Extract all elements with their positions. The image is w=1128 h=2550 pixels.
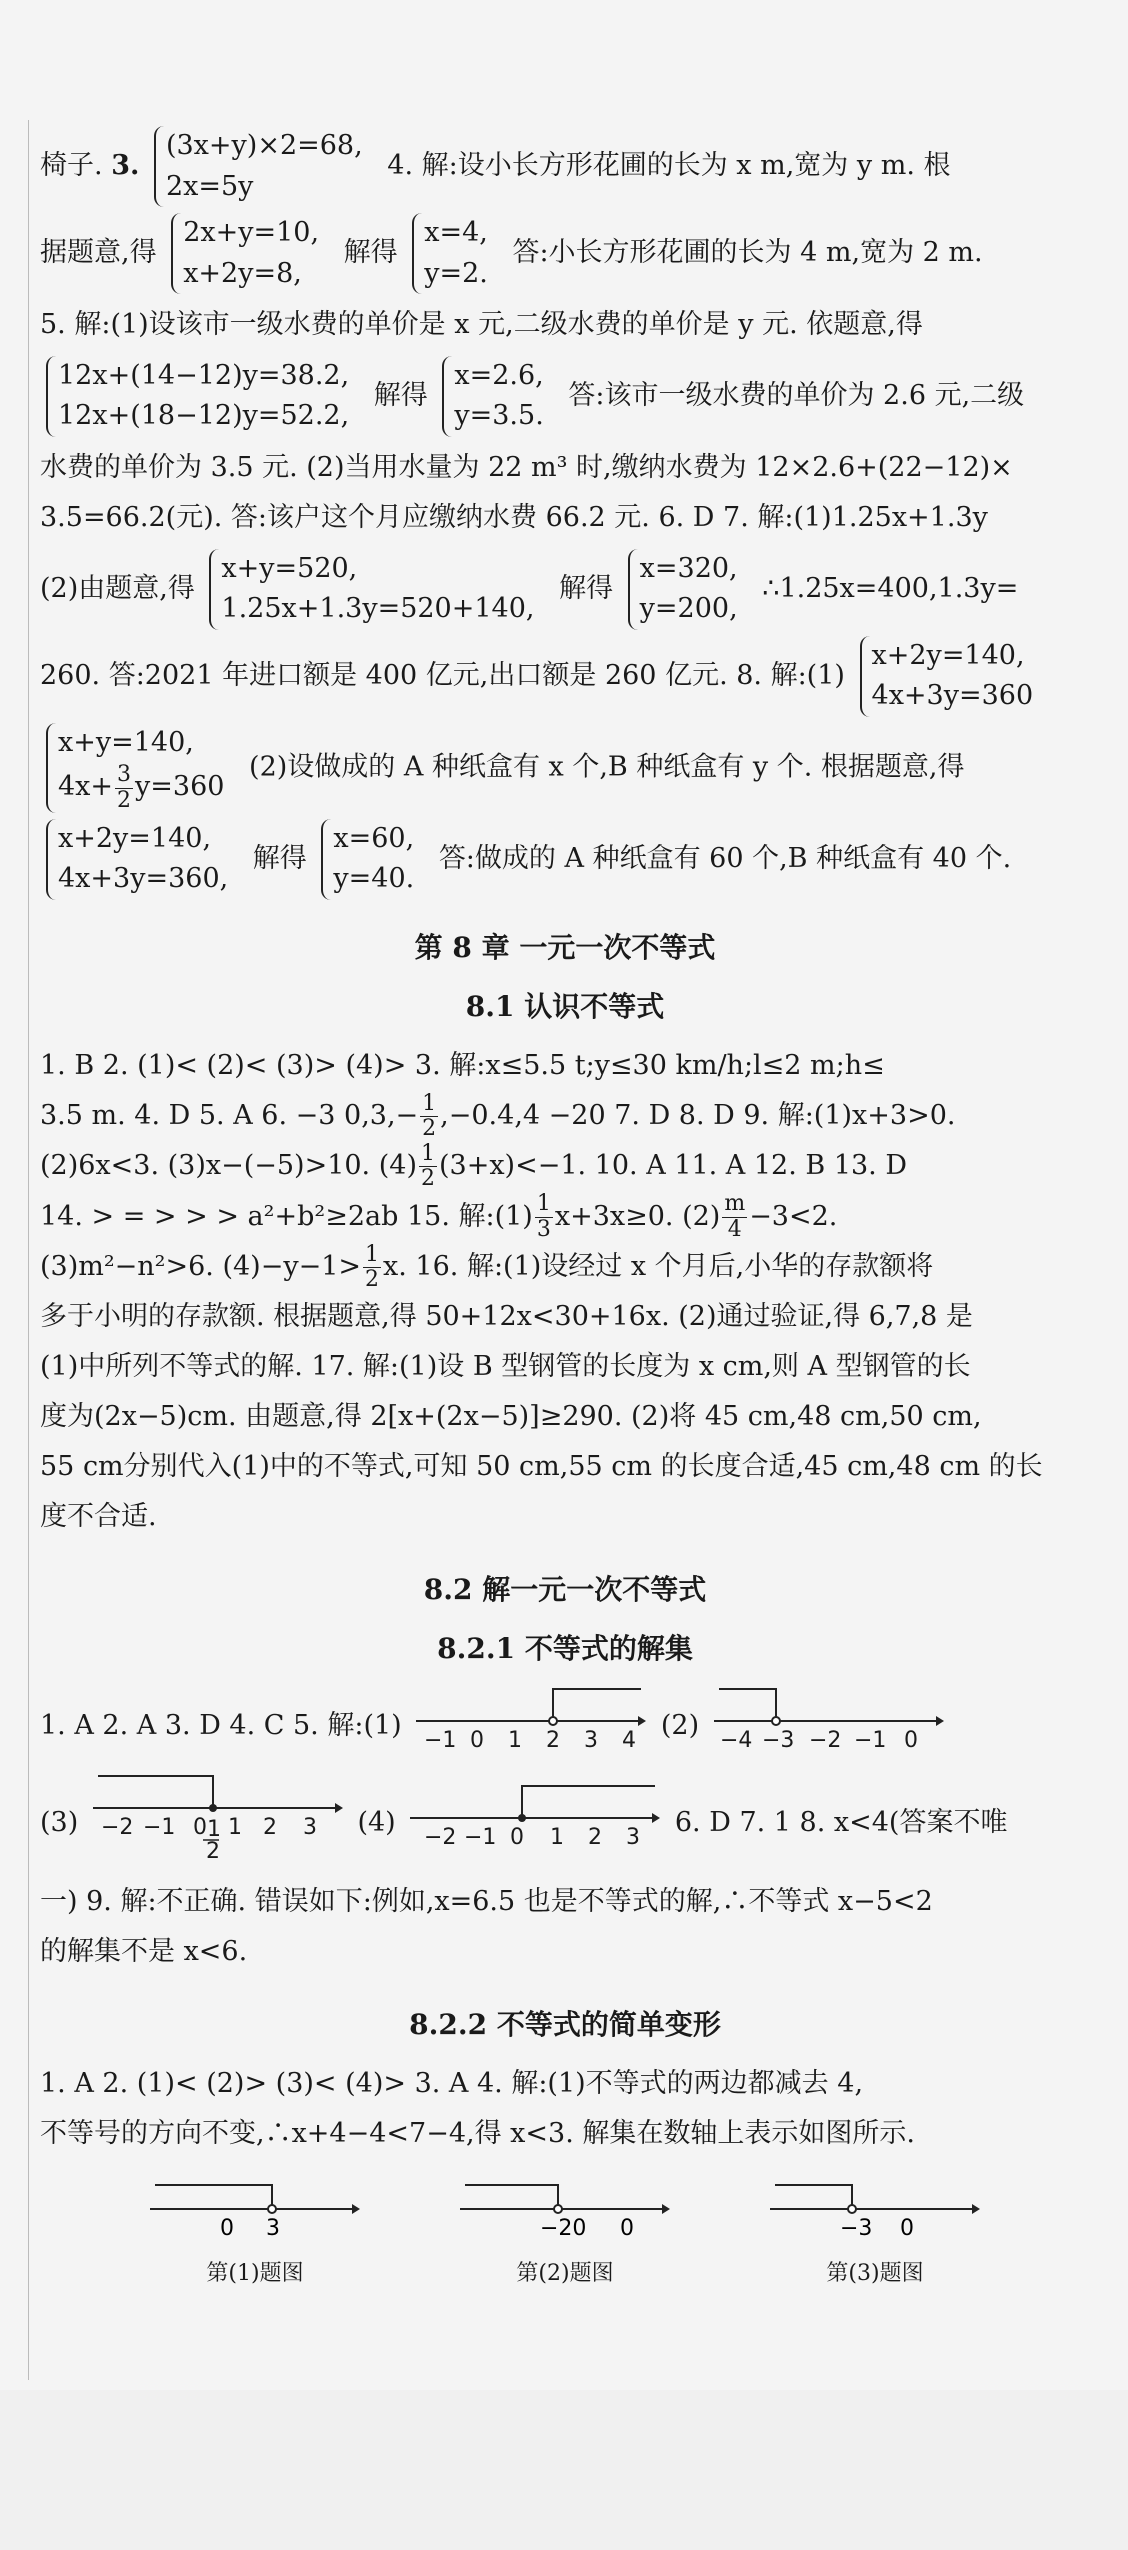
fraction [419,1142,437,1191]
tick-label: 0 [510,1825,525,1851]
equation-system-8b [46,723,234,813]
text: 解得 [373,379,428,411]
section-heading-8-2-2: 8.2.2 不等式的简单变形 [409,2008,721,2041]
fraction-numerator: 1 [206,1817,221,1843]
equation: 12x+(18−12)y=52.2, [58,400,350,432]
line-6: 3.5=66.2(元). 答:该户这个月应缴纳水费 66.2 元. 6. D 7. 解:(1)1.25x+1.3y [40,501,988,533]
numerator: 1 [420,1141,435,1167]
numerator: m [724,1191,746,1217]
equation-system-3 [154,126,373,207]
equation: x+2y=140, [871,639,1025,671]
equation-system-4b [412,213,498,294]
text: 1. A 2. A 3. D 4. C 5. 解:(1) [40,1710,402,1742]
fraction [420,1092,438,1141]
equation: y=40. [333,863,415,895]
figure-1 [150,2179,360,2295]
text: 3.5 m. 4. D 5. A 6. −3 0,3,− [40,1100,419,1132]
equation-system-8d [321,819,424,900]
s81-line-5 [40,1242,1090,1292]
s81-line-3 [40,1141,1090,1191]
tick-label: −1 [853,1728,887,1754]
text: 答:小长方形花圃的长为 4 m,宽为 2 m. [512,237,983,268]
text: (2)设做成的 A 种纸盒有 x 个,B 种纸盒有 y 个. 根据题意,得 [249,751,965,783]
tick-label: 1 [508,1728,523,1754]
question-number: 3. [111,150,140,181]
tick-label: 0 [900,2215,914,2241]
equation: y=2. [424,257,488,289]
tick-label: 2 [546,1728,561,1754]
equation: 2x=5y [165,170,254,202]
line-9 [40,723,1090,813]
text: x+3x≥0. (2) [554,1200,721,1232]
equation: 4x+3y=360, [58,863,229,895]
tick-label: 3 [584,1728,599,1754]
s821-line-4: 的解集不是 x<6. [40,1936,248,1968]
tick-label: −1 [142,1815,176,1841]
text: (3)m²−n²>6. (4)−y−1> [40,1250,362,1282]
line-4 [40,356,1090,437]
line-7 [40,549,1090,630]
s822-line-2: 不等号的方向不变,∴x+4−4<7−4,得 x<3. 解集在数轴上表示如图所示. [40,2117,915,2149]
s822-line-1: 1. A 2. (1)< (2)> (3)< (4)> 3. A 4. 解:(1)不等式的两边都减去 4, [40,2067,864,2099]
s81-line-2 [40,1091,1090,1141]
equation: 1.25x+1.3y=520+140, [221,593,535,625]
line-10 [40,819,1090,900]
s821-line-2 [40,1770,1090,1877]
tick-label: 3 [266,2215,280,2241]
text: 解得 [252,842,307,874]
line-1 [40,126,1090,207]
section-heading-8-2: 8.2 解一元一次不等式 [423,1572,707,1606]
tick-label: 1 [550,1825,565,1851]
figure-2 [460,2179,670,2295]
equation-system-8c [46,819,238,900]
tick-label: −2 [100,1815,134,1841]
fraction [363,1243,381,1292]
equation-system-8a [860,636,1044,717]
text: 260. 答:2021 年进口额是 400 亿元,出口额是 260 亿元. 8. 解:(1) [40,659,845,691]
numerator: 1 [536,1191,551,1217]
figure-row [40,2179,1090,2295]
figure-caption: 第(2)题图 [516,2260,614,2286]
tick-label: −20 [540,2215,587,2241]
equation: 2x+y=10, [183,217,320,248]
s81-line-6: 多于小明的存款额. 根据题意,得 50+12x<30+16x. (2)通过验证,得 6,7,8 是 [40,1300,973,1332]
line-3: 5. 解:(1)设该市一级水费的单价是 x 元,二级水费的单价是 y 元. 依题意,得 [40,309,923,340]
equation-system-5b [442,356,553,437]
s81-line-10: 度不合适. [40,1500,157,1532]
section-heading-8-1: 8.1 认识不等式 [465,990,665,1024]
text: ∴1.25x=400,1.3y= [762,572,1019,604]
s81-line-8: 度为(2x−5)cm. 由题意,得 2[x+(2x−5)]≥290. (2)将 45 cm,48 cm,50 cm, [40,1400,982,1432]
fraction-denominator: 2 [205,1839,220,1861]
text: 4. 解:设小长方形花圃的长为 x m,宽为 y m. 根 [387,150,951,181]
equation-system-7a [209,549,544,630]
text: 6. D 7. 1 8. x<4(答案不唯 [674,1807,1008,1839]
figure-3 [770,2179,980,2295]
tick-label: 2 [262,1815,277,1841]
tick-label: 4 [622,1728,637,1754]
tick-label: 2 [588,1825,603,1851]
numerator: 1 [365,1241,380,1267]
equation: x+2y=8, [183,257,302,289]
section-heading-8-2-1: 8.2.1 不等式的解集 [437,1632,693,1666]
numerator: 3 [117,762,132,788]
page-edge-line [28,120,29,2380]
answer-page [40,120,1090,2294]
number-line-4 [410,1780,660,1867]
equation-system-7b [628,549,748,630]
equation: x+y=140, [58,726,194,758]
tick-label: 0 [620,2215,634,2241]
tick-label: −3 [761,1728,795,1754]
s821-line-3: 一) 9. 解:不正确. 错误如下:例如,x=6.5 也是不等式的解,∴不等式 x−5<2 [40,1886,933,1918]
equation: x+y=520, [221,552,358,584]
tick-label: 0 [192,1815,207,1841]
denominator: 2 [420,1166,435,1192]
tick-label: −1 [424,1728,457,1754]
figure-caption: 第(3)题图 [826,2260,924,2286]
text: (2)由题意,得 [40,572,195,604]
tick-label: 3 [626,1825,641,1851]
denominator: 2 [117,787,132,813]
denominator: 3 [536,1216,551,1242]
number-line-2 [714,1683,944,1770]
fraction [722,1192,747,1241]
equation: x=320, [639,552,738,584]
s81-line-9: 55 cm分别代入(1)中的不等式,可知 50 cm,55 cm 的长度合适,45 cm,48 cm 的长 [40,1450,1043,1482]
text: (3) [40,1807,79,1839]
equation: x=2.6, [454,359,544,391]
text: −3<2. [749,1200,838,1232]
text: (2) [660,1710,700,1742]
equation: x=4, [424,217,488,248]
tick-label: −2 [424,1825,457,1851]
equation: y=200, [639,593,738,625]
denominator: 4 [727,1216,742,1242]
text: 答:做成的 A 种纸盒有 60 个,B 种纸盒有 40 个. [438,842,1012,874]
equation: x=60, [333,822,415,854]
line-5: 水费的单价为 3.5 元. (2)当用水量为 22 m³ 时,缴纳水费为 12×2.6+(22−12)× [40,451,1013,483]
equation: y=3.5. [454,400,544,432]
tick-label: 3 [302,1815,317,1841]
denominator: 2 [365,1266,380,1292]
tick-label: 1 [227,1815,242,1841]
fraction [115,763,133,812]
text: (2)6x<3. (3)x−(−5)>10. (4) [40,1150,417,1182]
tick-label: 0 [470,1728,485,1754]
tick-label: −2 [808,1728,842,1754]
equation-system-5a [46,356,359,437]
text: ,−0.4,4 −20 7. D 8. D 9. 解:(1)x+3>0. [440,1100,956,1132]
bottom-margin [0,2390,1128,2550]
text: 解得 [559,572,614,604]
number-line-1 [416,1683,646,1770]
s821-line-1 [40,1683,1090,1770]
tick-label: 0 [220,2215,234,2241]
s81-line-4 [40,1192,1090,1242]
tick-label: −1 [464,1825,497,1851]
denominator: 2 [422,1116,437,1142]
numerator: 1 [422,1091,437,1117]
chapter-heading: 第 8 章 一元一次不等式 [414,930,716,964]
term: 4x+ [58,771,114,803]
equation-system-4a [171,213,329,294]
text: x. 16. 解:(1)设经过 x 个月后,小华的存款额将 [383,1250,934,1282]
text: 解得 [343,237,398,268]
text: 答:该市一级水费的单价为 2.6 元,二级 [568,379,1025,411]
line-8 [40,636,1090,717]
s81-line-1: 1. B 2. (1)< (2)< (3)> (4)> 3. 解:x≤5.5 t;y≤30 km/h;l≤2 m;h≤ [40,1050,885,1082]
tick-label: −3 [840,2215,873,2241]
tick-label: 0 [903,1728,918,1754]
line-2 [40,213,1090,294]
equation: (3x+y)×2=68, [165,130,363,161]
equation: 4x+3y=360 [871,680,1034,712]
equation [58,763,224,812]
term: y=360 [135,771,225,803]
equation: 12x+(14−12)y=38.2, [58,359,350,391]
tick-label: −4 [719,1728,753,1754]
figure-caption: 第(1)题图 [206,2260,304,2286]
text: 椅子. [40,150,103,181]
equation: x+2y=140, [58,822,212,854]
s81-line-7: (1)中所列不等式的解. 17. 解:(1)设 B 型钢管的长度为 x cm,则 A 型钢管的长 [40,1350,971,1382]
text: 14. > = > > > a²+b²≥2ab 15. 解:(1) [40,1200,533,1232]
number-line-3 [93,1770,343,1877]
text: (4) [357,1807,396,1839]
fraction [535,1192,553,1241]
text: (3+x)<−1. 10. A 11. A 12. B 13. D [438,1150,907,1182]
text: 据题意,得 [40,237,157,268]
